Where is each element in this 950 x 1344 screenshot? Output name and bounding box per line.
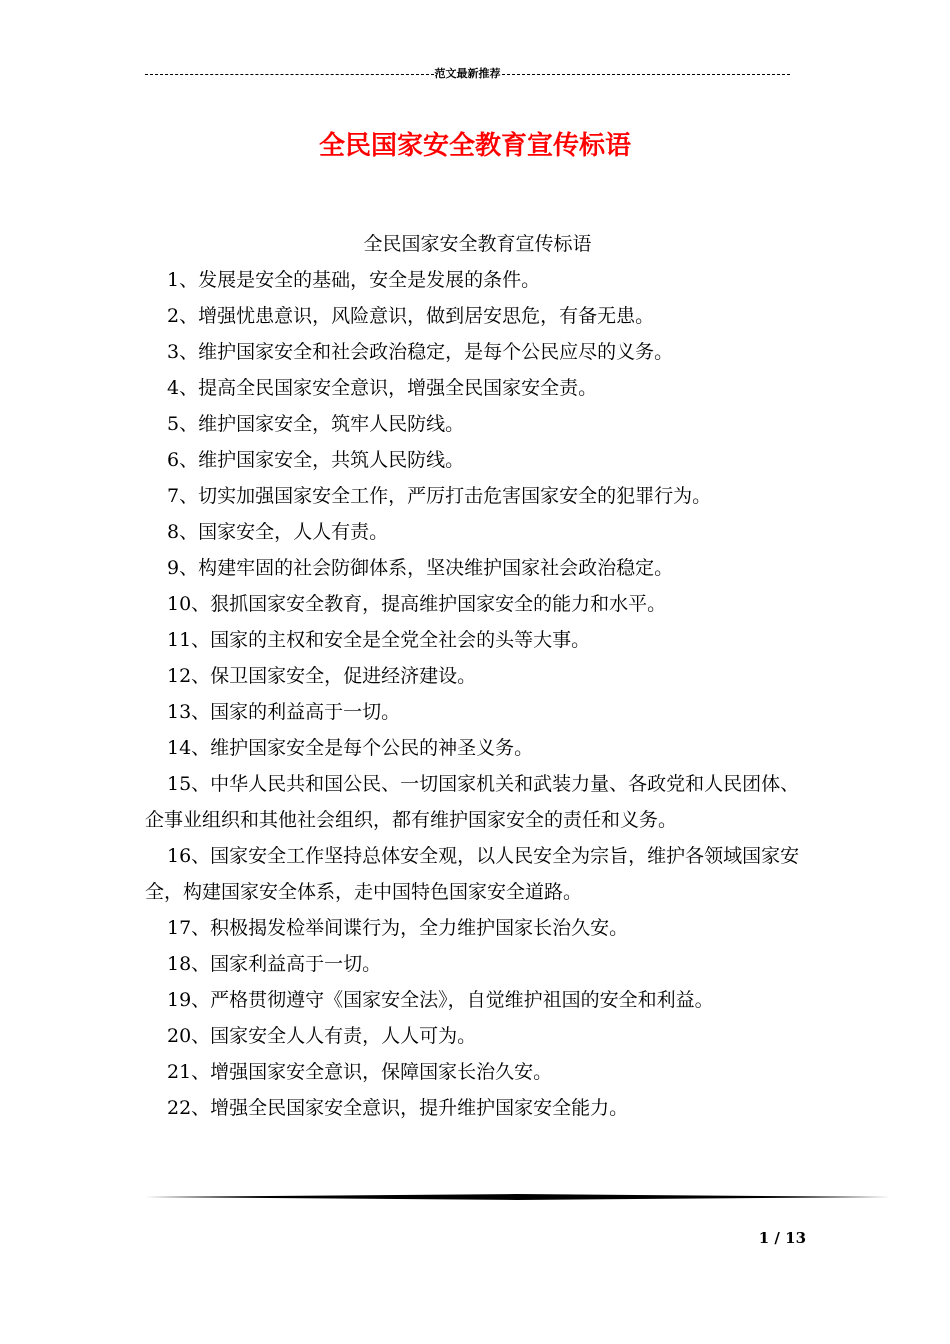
slogan-item: 13、国家的利益高于一切。 [167,701,401,723]
footer-rule-shape [145,1194,890,1200]
slogan-item: 10、狠抓国家安全教育，提高维护国家安全的能力和水平。 [167,593,667,615]
slogan-item: 6、维护国家安全，共筑人民防线。 [167,449,465,471]
page-header [145,66,790,82]
slogan-item: 9、构建牢固的社会防御体系，坚决维护国家社会政治稳定。 [167,557,674,579]
document-body [145,226,810,1126]
slogan-item: 2、增强忧患意识，风险意识，做到居安思危，有备无患。 [167,305,655,327]
document-title: 全民国家安全教育宣传标语 [318,131,631,161]
header-label: 范文最新推荐 [434,67,501,80]
slogan-item: 1、发展是安全的基础，安全是发展的条件。 [167,269,541,291]
slogan-item: 3、维护国家安全和社会政治稳定，是每个公民应尽的义务。 [167,341,674,363]
slogan-item: 16、国家安全工作坚持总体安全观，以人民安全为宗旨，维护各领域国家安全，构建国家安全体系，走中国特色国家安全道路。 [145,845,800,903]
slogan-item: 19、严格贯彻遵守《国家安全法》，自觉维护祖国的安全和利益。 [167,989,714,1011]
slogan-item: 11、国家的主权和安全是全党全社会的头等大事。 [167,629,591,651]
slogan-item: 21、增强国家安全意识，保障国家长治久安。 [167,1061,553,1083]
slogan-item: 18、国家利益高于一切。 [167,953,382,975]
slogan-item: 22、增强全民国家安全意识，提升维护国家安全能力。 [167,1097,629,1119]
slogan-item: 7、切实加强国家安全工作，严厉打击危害国家安全的犯罪行为。 [167,485,712,507]
page-number: 1 / 13 [758,1229,806,1247]
slogan-item: 17、积极揭发检举间谍行为，全力维护国家长治久安。 [167,917,629,939]
slogan-item: 5、维护国家安全，筑牢人民防线。 [167,413,465,435]
slogan-item: 8、国家安全，人人有责。 [167,521,389,543]
header-dashes-right [502,74,791,75]
slogan-item: 15、中华人民共和国公民、一切国家机关和武装力量、各政党和人民团体、企事业组织和其他社会组织，都有维护国家安全的责任和义务。 [145,773,800,831]
document-subtitle: 全民国家安全教育宣传标语 [363,233,592,255]
slogan-item: 20、国家安全人人有责，人人可为。 [167,1025,477,1047]
slogan-item: 14、维护国家安全是每个公民的神圣义务。 [167,737,534,759]
header-dashes-left [145,74,434,75]
slogan-item: 4、提高全民国家安全意识，增强全民国家安全责。 [167,377,598,399]
footer-rule [145,1194,890,1200]
slogan-item: 12、保卫国家安全，促进经济建设。 [167,665,477,687]
